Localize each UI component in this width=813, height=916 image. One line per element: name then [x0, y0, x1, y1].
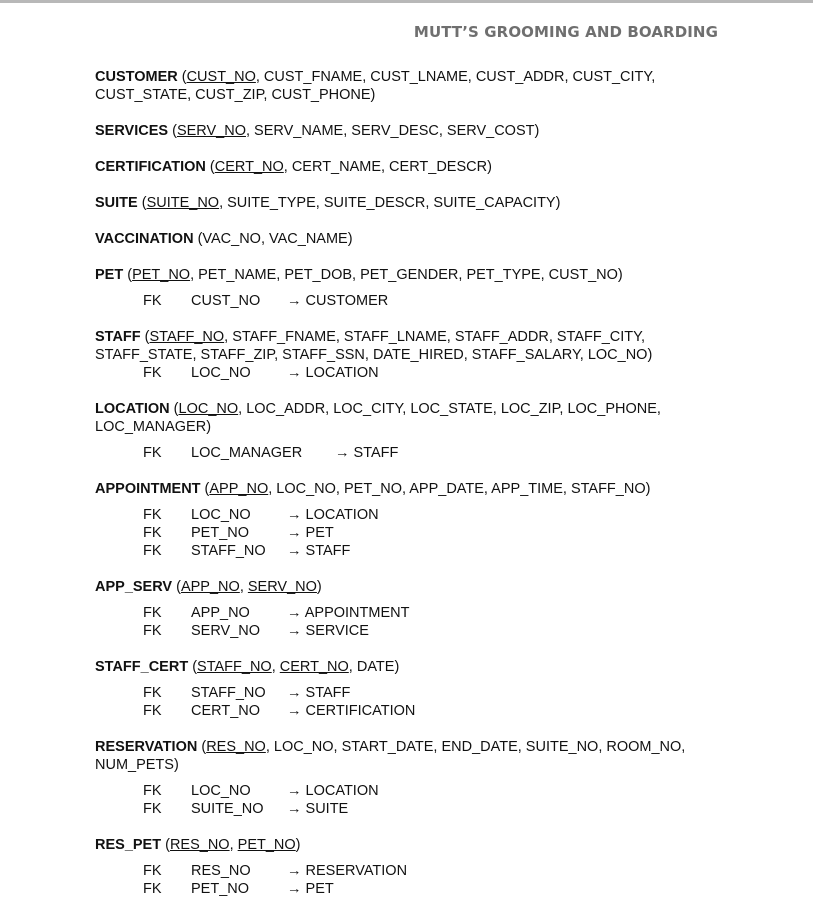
fk-label: FK [143, 445, 162, 461]
entity-certification: CERTIFICATION (CERT_NO, CERT_NAME, CERT_DESCR) [95, 159, 492, 175]
entity-name: SUITE [95, 195, 138, 211]
fk-column: CERT_NO [191, 703, 261, 719]
primary-key: PET_NO [237, 837, 296, 853]
fk-reference: STAFF [353, 445, 399, 461]
entity-name: PET [95, 267, 124, 283]
entity-name: LOCATION [95, 401, 170, 417]
primary-key: APP_NO [180, 579, 240, 595]
entity-name: RESERVATION [95, 739, 198, 755]
attribute-list: , CERT_NAME, CERT_DESCR) [283, 159, 492, 175]
attribute-list: , LOC_NO, PET_NO, APP_DATE, APP_TIME, STAFF_NO) [268, 481, 651, 497]
fk-column: LOC_MANAGER [191, 445, 303, 461]
entity-customer: CUSTOMER (CUST_NO, CUST_FNAME, CUST_LNAME, CUST_ADDR, CUST_CITY, CUST_STATE, CUST_ZIP, CUST_PHONE) [95, 68, 795, 104]
attribute-list: , LOC_NO, START_DATE, END_DATE, SUITE_NO, ROOM_NO, [265, 739, 686, 755]
attribute-list: , SUITE_TYPE, SUITE_DESCR, SUITE_CAPACITY) [219, 195, 561, 211]
entity-appointment: APPOINTMENT (APP_NO, LOC_NO, PET_NO, APP_DATE, APP_TIME, STAFF_NO) FK LOC_NO → LOCATION FK PET_NO → PET FK STAFF_NO → STAFF [95, 480, 795, 560]
foreign-key-list [95, 444, 795, 462]
entity-name: STAFF_CERT [95, 659, 189, 675]
fk-label: FK [143, 881, 162, 897]
foreign-key-row [95, 862, 795, 880]
attribute-list: , STAFF_FNAME, STAFF_LNAME, STAFF_ADDR, STAFF_CITY, [224, 329, 645, 345]
foreign-key-row [95, 684, 795, 702]
foreign-key-row [95, 524, 795, 542]
fk-reference: LOCATION [305, 783, 379, 799]
attribute-list: , PET_NAME, PET_DOB, PET_GENDER, PET_TYPE, CUST_NO) [190, 267, 623, 283]
attribute-list: , SERV_NAME, SERV_DESC, SERV_COST) [245, 123, 540, 139]
primary-key: CERT_NO [279, 659, 349, 675]
primary-key: CUST_NO [186, 69, 256, 85]
primary-key: CERT_NO [214, 159, 284, 175]
foreign-key-row [95, 702, 795, 720]
arrow-icon: → [287, 543, 302, 559]
foreign-key-list [95, 604, 795, 640]
document-header-title: MUTT’S GROOMING AND BOARDING [413, 23, 718, 41]
foreign-key-row [95, 880, 795, 898]
fk-label: FK [143, 507, 162, 523]
fk-reference: PET [305, 525, 334, 541]
fk-label: FK [143, 623, 162, 639]
fk-label: FK [143, 293, 162, 309]
foreign-key-row [95, 782, 795, 800]
fk-column: PET_NO [191, 881, 250, 897]
page-top-border [0, 0, 813, 3]
arrow-icon: → [335, 445, 350, 461]
arrow-icon: → [287, 685, 302, 701]
fk-column: PET_NO [191, 525, 250, 541]
fk-reference: SUITE [305, 801, 349, 817]
fk-label: FK [143, 685, 162, 701]
fk-label: FK [143, 863, 162, 879]
foreign-key-row [95, 622, 795, 640]
arrow-icon: → [287, 703, 302, 719]
fk-reference: APPOINTMENT [304, 605, 410, 621]
fk-column: LOC_NO [191, 507, 251, 523]
primary-key: RES_NO [169, 837, 230, 853]
fk-column: STAFF_NO [191, 685, 266, 701]
attribute-list: , LOC_ADDR, LOC_CITY, LOC_STATE, LOC_ZIP, LOC_PHONE, [238, 401, 661, 417]
entity-staff-cert: STAFF_CERT (STAFF_NO, CERT_NO, DATE) FK STAFF_NO → STAFF FK CERT_NO → CERTIFICATION [95, 658, 795, 720]
fk-reference: LOCATION [305, 507, 379, 523]
foreign-key-list [95, 506, 795, 560]
fk-label: FK [143, 365, 162, 381]
attribute-list: LOC_MANAGER) [95, 419, 212, 435]
entity-name: STAFF [95, 329, 141, 345]
fk-column: RES_NO [191, 863, 251, 879]
foreign-key-row [95, 800, 795, 818]
arrow-icon: → [287, 783, 302, 799]
entity-reservation: RESERVATION (RES_NO, LOC_NO, START_DATE, END_DATE, SUITE_NO, ROOM_NO, NUM_PETS) FK LOC_NO → LOCATION FK SUITE_NO → SUITE [95, 738, 795, 818]
fk-label: FK [143, 543, 162, 559]
arrow-icon: → [287, 801, 302, 817]
arrow-icon: → [287, 863, 302, 879]
fk-label: FK [143, 801, 162, 817]
arrow-icon: → [287, 293, 302, 309]
primary-key: SERV_NO [176, 123, 246, 139]
primary-key: LOC_NO [178, 401, 239, 417]
foreign-key-row [95, 506, 795, 524]
entity-app-serv: APP_SERV (APP_NO, SERV_NO) FK APP_NO → APPOINTMENT FK SERV_NO → SERVICE [95, 578, 795, 640]
fk-column: LOC_NO [191, 783, 251, 799]
entity-name: CUSTOMER [95, 69, 178, 85]
fk-reference: CERTIFICATION [305, 703, 416, 719]
fk-reference: PET [305, 881, 334, 897]
fk-column: CUST_NO [191, 293, 261, 309]
entity-staff: STAFF (STAFF_NO, STAFF_FNAME, STAFF_LNAME, STAFF_ADDR, STAFF_CITY, STAFF_STATE, STAFF_ZIP, STAFF_SSN, DATE_HIRED, STAFF_SALARY, LOC_NO) FK LOC_NO → LOCATION [95, 328, 795, 382]
primary-key: STAFF_NO [149, 329, 225, 345]
foreign-key-row [95, 364, 795, 382]
fk-reference: LOCATION [305, 365, 379, 381]
primary-key: RES_NO [206, 739, 266, 755]
attribute-list: , CUST_FNAME, CUST_LNAME, CUST_ADDR, CUST_CITY, [255, 69, 656, 85]
foreign-key-row [95, 292, 795, 310]
entity-suite: SUITE (SUITE_NO, SUITE_TYPE, SUITE_DESCR, SUITE_CAPACITY) [95, 195, 561, 211]
fk-reference: CUSTOMER [305, 293, 389, 309]
entity-name: CERTIFICATION [95, 159, 206, 175]
entity-name: APPOINTMENT [95, 481, 201, 497]
fk-column: APP_NO [191, 605, 250, 621]
fk-reference: RESERVATION [305, 863, 408, 879]
foreign-key-list [95, 862, 795, 898]
arrow-icon: → [287, 623, 302, 639]
fk-reference: STAFF [305, 543, 351, 559]
foreign-key-list [95, 684, 795, 720]
attribute-list: , DATE) [348, 659, 400, 675]
entity-vaccination [95, 230, 795, 248]
foreign-key-list [95, 782, 795, 818]
primary-key: APP_NO [209, 481, 269, 497]
fk-reference: STAFF [305, 685, 351, 701]
fk-label: FK [143, 703, 162, 719]
fk-column: LOC_NO [191, 365, 251, 381]
fk-label: FK [143, 605, 162, 621]
fk-column: SUITE_NO [191, 801, 264, 817]
primary-key: SERV_NO [247, 579, 317, 595]
fk-reference: SERVICE [305, 623, 369, 639]
attribute-list: NUM_PETS) [95, 757, 179, 773]
entity-name: APP_SERV [95, 579, 173, 595]
entity-pet: PET (PET_NO, PET_NAME, PET_DOB, PET_GENDER, PET_TYPE, CUST_NO) FK CUST_NO → CUSTOMER [95, 266, 795, 310]
arrow-icon: → [287, 881, 302, 897]
arrow-icon: → [287, 605, 302, 621]
arrow-icon: → [287, 365, 302, 381]
attribute-list: CUST_STATE, CUST_ZIP, CUST_PHONE) [95, 87, 376, 103]
entity-services: SERVICES (SERV_NO, SERV_NAME, SERV_DESC, SERV_COST) [95, 123, 540, 139]
entity-res-pet: RES_PET (RES_NO, PET_NO) FK RES_NO → RESERVATION FK PET_NO → PET [95, 836, 795, 898]
fk-column: SERV_NO [191, 623, 261, 639]
primary-key: PET_NO [132, 267, 191, 283]
arrow-icon: → [287, 507, 302, 523]
foreign-key-list [95, 292, 795, 310]
fk-column: STAFF_NO [191, 543, 266, 559]
relational-schema [95, 68, 795, 916]
entity-name: VACCINATION [95, 231, 194, 247]
primary-key: SUITE_NO [146, 195, 220, 211]
foreign-key-list [95, 364, 795, 382]
arrow-icon: → [287, 525, 302, 541]
primary-key: STAFF_NO [197, 659, 272, 675]
fk-label: FK [143, 525, 162, 541]
attribute-list: (VAC_NO, VAC_NAME) [197, 231, 353, 247]
foreign-key-row [95, 604, 795, 622]
fk-label: FK [143, 783, 162, 799]
foreign-key-row [95, 444, 795, 462]
foreign-key-row [95, 542, 795, 560]
entity-name: SERVICES [95, 123, 169, 139]
attribute-list: STAFF_STATE, STAFF_ZIP, STAFF_SSN, DATE_HIRED, STAFF_SALARY, LOC_NO) [95, 347, 653, 363]
entity-location: LOCATION (LOC_NO, LOC_ADDR, LOC_CITY, LOC_STATE, LOC_ZIP, LOC_PHONE, LOC_MANAGER) FK LOC_MANAGER → STAFF [95, 400, 795, 462]
entity-name: RES_PET [95, 837, 162, 853]
